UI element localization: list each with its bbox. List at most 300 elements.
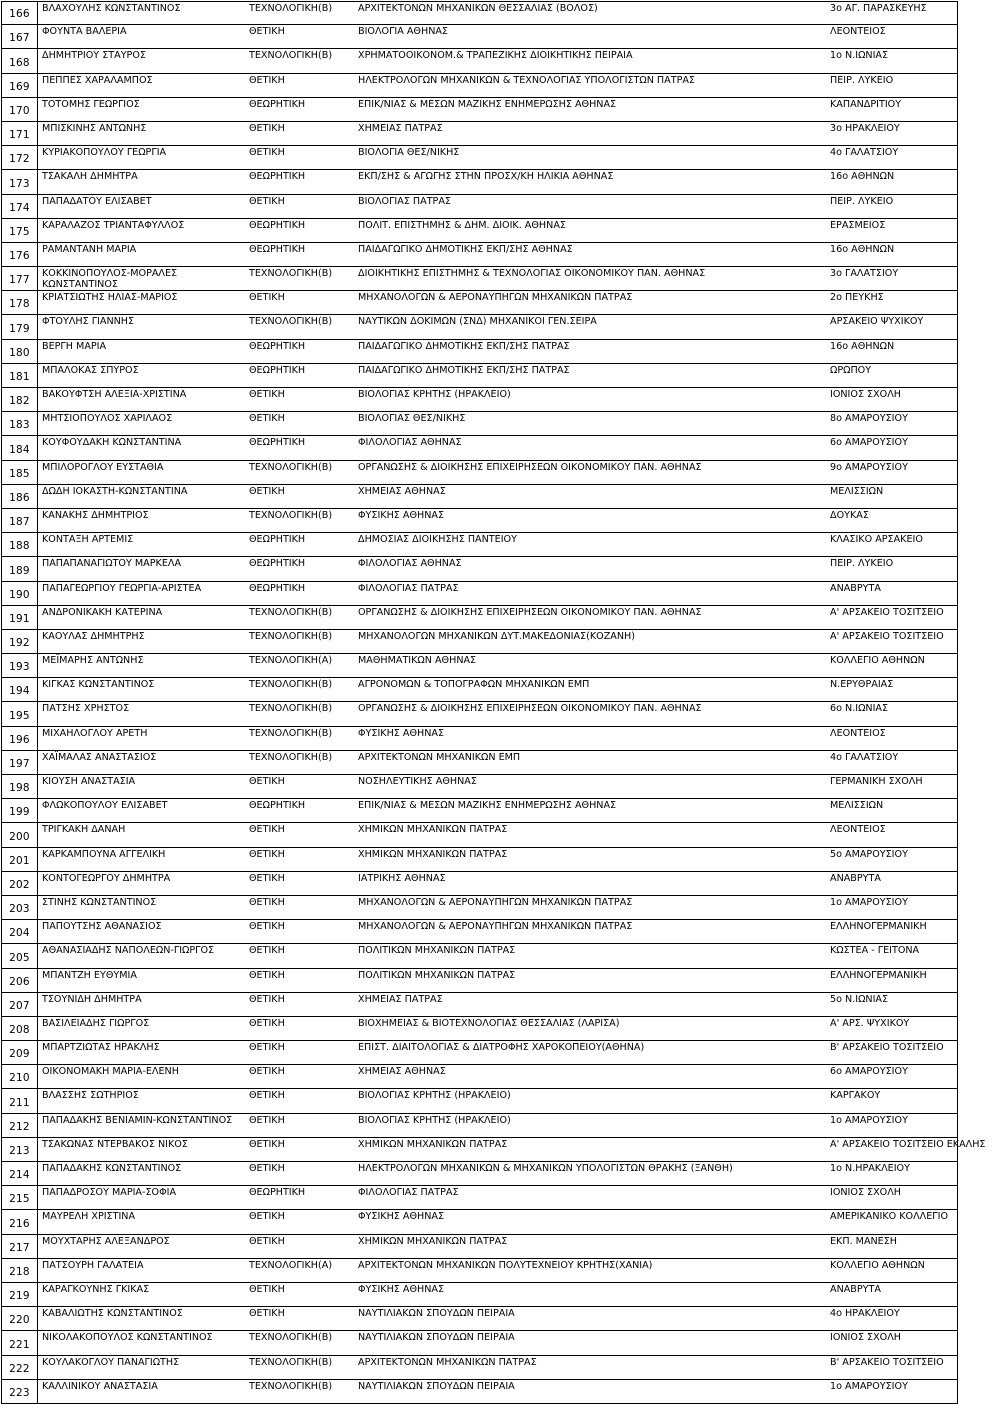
school-name: 6ο ΑΜΑΡΟΥΣΙΟΥ [830,437,908,449]
row-number: 211 [1,1089,38,1112]
student-name: ΜΙΧΑΗΛΟΓΛΟΥ ΑΡΕΤΗ [42,727,148,739]
row-number: 187 [1,509,38,532]
university-department: ΠΟΛΙΤΙΚΩΝ ΜΗΧΑΝΙΚΩΝ ΠΑΤΡΑΣ [358,945,516,957]
field-of-study: ΘΕΤΙΚΗ [249,969,285,981]
row-cells [38,1186,958,1209]
row-cells [38,98,958,121]
row-cells [38,606,958,629]
university-department: ΟΡΓΑΝΩΣΗΣ & ΔΙΟΙΚΗΣΗΣ ΕΠΙΧΕΙΡΗΣΕΩΝ ΟΙΚΟΝΟΜΙΚΟΥ ΠΑΝ. ΑΘΗΝΑΣ [358,703,702,715]
school-name: Ν.ΕΡΥΘΡΑΙΑΣ [830,679,894,691]
field-of-study: ΘΕΤΙΚΗ [249,389,285,400]
field-of-study: ΤΕΧΝΟΛΟΓΙΚΗ(Β) [249,1380,333,1392]
row-number: 189 [1,557,38,580]
table-row [1,944,958,968]
row-number: 170 [1,98,38,121]
university-department: ΗΛΕΚΤΡΟΛΟΓΩΝ ΜΗΧΑΝΙΚΩΝ & ΜΗΧΑΝΙΚΩΝ ΥΠΟΛΟΓΙΣΤΩΝ ΘΡΑΚΗΣ (ΞΑΝΘΗ) [358,1163,733,1174]
row-cells [38,243,958,266]
school-name: ΙΟΝΙΟΣ ΣΧΟΛΗ [830,1187,902,1199]
row-cells [38,1331,958,1354]
table-row [1,1210,958,1234]
school-name: 3ο ΑΓ. ΠΑΡΑΣΚΕΥΗΣ [830,3,927,14]
university-department: ΒΙΟΛΟΓΙΑΣ ΚΡΗΤΗΣ (ΗΡΑΚΛΕΙΟ) [358,1114,511,1126]
field-of-study: ΤΕΧΝΟΛΟΓΙΚΗ(Β) [249,751,333,763]
row-number: 190 [1,582,38,605]
table-row [1,1307,958,1331]
table-row [1,702,958,726]
table-row [1,751,958,775]
row-cells [38,461,958,484]
row-number: 171 [1,122,38,145]
student-name: ΝΙΚΟΛΑΚΟΠΟΥΛΟΣ ΚΩΝΣΤΑΝΤΙΝΟΣ [42,1332,213,1344]
student-name: ΜΠΑΡΤΖΙΩΤΑΣ ΗΡΑΚΛΗΣ [42,1042,160,1054]
school-name: ΩΡΩΠΟΥ [830,364,872,376]
row-cells [38,1356,958,1379]
student-name: ΜΠΙΣΚΙΝΗΣ ΑΝΤΩΝΗΣ [42,122,147,134]
table-row [1,267,958,291]
student-name: ΔΗΜΗΤΡΙΟΥ ΣΤΑΥΡΟΣ [42,50,146,62]
field-of-study: ΘΕΤΙΚΗ [249,292,285,304]
row-cells [38,436,958,459]
university-department: ΧΗΜΙΚΩΝ ΜΗΧΑΝΙΚΩΝ ΠΑΤΡΑΣ [358,824,508,836]
university-department: ΜΗΧΑΝΟΛΟΓΩΝ & ΑΕΡΟΝΑΥΠΗΓΩΝ ΜΗΧΑΝΙΚΩΝ ΠΑΤΡΑΣ [358,896,633,908]
table-row [1,315,958,339]
school-name: ΚΟΛΛΕΓΙΟ ΑΘΗΝΩΝ [830,1259,925,1271]
university-department: ΑΡΧΙΤΕΚΤΟΝΩΝ ΜΗΧΑΝΙΚΩΝ ΠΑΤΡΑΣ [358,1356,537,1368]
row-cells [38,219,958,242]
table-row [1,1065,958,1089]
field-of-study: ΘΕΤΙΚΗ [249,1138,285,1150]
row-number: 182 [1,388,38,411]
row-number: 185 [1,461,38,484]
row-number: 188 [1,533,38,556]
school-name: 16ο ΑΘΗΝΩΝ [830,171,895,183]
field-of-study: ΤΕΧΝΟΛΟΓΙΚΗ(Β) [249,703,333,715]
school-name: ΠΕΙΡ. ΛΥΚΕΙΟ [830,195,894,207]
row-cells [38,170,958,193]
row-number: 192 [1,630,38,653]
row-cells [38,630,958,653]
row-number: 210 [1,1065,38,1088]
university-department: ΜΑΘΗΜΑΤΙΚΩΝ ΑΘΗΝΑΣ [358,655,477,667]
table-row [1,799,958,823]
row-cells [38,1041,958,1064]
university-department: ΦΥΣΙΚΗΣ ΑΘΗΝΑΣ [358,509,445,521]
student-name: ΑΝΔΡΟΝΙΚΑΚΗ ΚΑΤΕΡΙΝΑ [42,606,163,618]
student-name: ΚΑΒΑΛΙΩΤΗΣ ΚΩΝΣΤΑΝΤΙΝΟΣ [42,1308,183,1320]
school-name: ΕΡΑΣΜΕΙΟΣ [830,219,886,231]
university-department: ΗΛΕΚΤΡΟΛΟΓΩΝ ΜΗΧΑΝΙΚΩΝ & ΤΕΧΝΟΛΟΓΙΑΣ ΥΠΟΛΟΓΙΣΤΩΝ ΠΑΤΡΑΣ [358,74,695,86]
school-name: 6ο Ν.ΙΩΝΙΑΣ [830,703,889,715]
university-department: ΕΠΙΣΤ. ΔΙΑΙΤΟΛΟΓΙΑΣ & ΔΙΑΤΡΟΦΗΣ ΧΑΡΟΚΟΠΕΙΟΥ(ΑΘΗΝΑ) [358,1042,645,1054]
student-name: ΤΣΟΥΝΙΔΗ ΔΗΜΗΤΡΑ [42,993,142,1005]
row-cells [38,1065,958,1088]
row-number: 207 [1,993,38,1016]
field-of-study: ΘΕΤΙΚΗ [249,1283,285,1295]
university-department: ΝΑΥΤΙΛΙΑΚΩΝ ΣΠΟΥΔΩΝ ΠΕΙΡΑΙΑ [358,1332,515,1344]
field-of-study: ΘΕΩΡΗΤΙΚΗ [249,219,306,231]
table-row [1,461,958,485]
table-row [1,436,958,460]
school-name: ΛΕΟΝΤΕΙΟΣ [830,727,886,739]
table-row [1,1138,986,1162]
school-name: 1ο ΑΜΑΡΟΥΣΙΟΥ [830,1114,908,1126]
table-row [1,74,958,98]
row-cells [38,775,958,798]
student-name: ΦΟΥΝΤΑ ΒΑΛΕΡΙΑ [42,26,127,38]
student-name: ΡΑΜΑΝΤΑΝΗ ΜΑΡΙΑ [42,243,137,255]
table-row [1,291,958,315]
row-number: 217 [1,1235,38,1258]
student-name: ΚΟΥΦΟΥΔΑΚΗ ΚΩΝΣΤΑΝΤΙΝΑ [42,437,182,449]
field-of-study: ΘΕΤΙΚΗ [249,824,285,836]
table-row [1,1089,958,1113]
row-number: 167 [1,25,38,48]
university-department: ΕΠΙΚ/ΝΙΑΣ & ΜΕΣΩΝ ΜΑΖΙΚΗΣ ΕΝΗΜΕΡΩΣΗΣ ΑΘΗΝΑΣ [358,800,617,812]
row-cells [38,1210,958,1233]
school-name: ΛΕΟΝΤΕΙΟΣ [830,26,886,38]
field-of-study: ΤΕΧΝΟΛΟΓΙΚΗ(Β) [249,461,333,473]
field-of-study: ΘΕΤΙΚΗ [249,1066,285,1078]
row-number: 178 [1,291,38,314]
school-name: ΚΟΛΛΕΓΙΟ ΑΘΗΝΩΝ [830,655,925,667]
row-number: 204 [1,920,38,943]
field-of-study: ΘΕΤΙΚΗ [249,993,285,1005]
table-row [1,969,958,993]
row-number: 218 [1,1259,38,1282]
row-cells [38,727,958,750]
row-number: 215 [1,1186,38,1209]
student-name: ΠΑΤΣΟΥΡΗ ΓΑΛΑΤΕΙΑ [42,1259,144,1271]
student-name: ΜΕΪΜΑΡΗΣ ΑΝΤΩΝΗΣ [42,655,144,667]
row-cells [38,1380,958,1403]
row-cells [38,848,958,871]
row-number: 177 [1,267,38,290]
university-department: ΑΡΧΙΤΕΚΤΟΝΩΝ ΜΗΧΑΝΙΚΩΝ ΘΕΣΣΑΛΙΑΣ (ΒΟΛΟΣ) [358,3,598,14]
student-name: ΠΑΠΑΓΕΩΡΓΙΟΥ ΓΕΩΡΓΙΑ-ΑΡΙΣΤΕΑ [42,582,202,594]
table-row [1,388,958,412]
table-row [1,993,958,1017]
row-number: 220 [1,1307,38,1330]
table-row [1,1356,958,1380]
field-of-study: ΘΕΤΙΚΗ [249,896,285,908]
row-cells [38,678,958,701]
student-name: ΣΤΙΝΗΣ ΚΩΝΣΤΑΝΤΙΝΟΣ [42,896,157,908]
row-cells [38,195,958,218]
student-name: ΤΣΑΚΑΛΗ ΔΗΜΗΤΡΑ [42,171,138,183]
field-of-study: ΘΕΩΡΗΤΙΚΗ [249,171,306,183]
student-name: ΚΟΥΛΑΚΟΓΛΟΥ ΠΑΝΑΓΙΩΤΗΣ [42,1356,180,1368]
student-name: ΚΑΡΑΛΑΖΟΣ ΤΡΙΑΝΤΑΦΥΛΛΟΣ [42,219,185,231]
row-number: 166 [1,2,38,24]
student-name: ΚΟΚΚΙΝΟΠΟΥΛΟΣ-ΜΟΡΑΛΕΣ ΚΩΝΣΤΑΝΤΙΝΟΣ [42,268,178,291]
school-name: ΑΡΣΑΚΕΙΟ ΨΥΧΙΚΟΥ [830,316,924,328]
row-cells [38,1089,958,1112]
field-of-study: ΘΕΤΙΚΗ [249,122,285,134]
row-cells [38,315,958,338]
university-department: ΝΑΥΤΙΚΩΝ ΔΟΚΙΜΩΝ (ΣΝΔ) ΜΗΧΑΝΙΚΟΙ ΓΕΝ.ΣΕΙΡΑ [358,316,597,328]
table-row [1,920,958,944]
school-name: ΑΝΑΒΡΥΤΑ [830,1283,881,1295]
university-department: ΠΟΛΙΤΙΚΩΝ ΜΗΧΑΝΙΚΩΝ ΠΑΤΡΑΣ [358,969,516,981]
field-of-study: ΘΕΤΙΚΗ [249,413,285,425]
table-row [1,1331,958,1355]
row-number: 200 [1,823,38,846]
school-name: Α' ΑΡΣΑΚΕΙΟ ΤΟΣΙΤΣΕΙΟ [830,606,944,618]
row-cells [38,388,958,411]
row-number: 221 [1,1331,38,1354]
table-row [1,557,958,581]
student-name: ΚΙΓΚΑΣ ΚΩΝΣΤΑΝΤΙΝΟΣ [42,679,155,691]
university-department: ΙΑΤΡΙΚΗΣ ΑΘΗΝΑΣ [358,872,446,884]
school-name: ΜΕΛΙΣΣΙΩΝ [830,800,884,812]
row-cells [38,993,958,1016]
school-name: 3ο ΗΡΑΚΛΕΙΟΥ [830,122,900,134]
university-department: ΒΙΟΛΟΓΙΑΣ ΚΡΗΤΗΣ (ΗΡΑΚΛΕΙΟ) [358,389,511,400]
school-name: 9ο ΑΜΑΡΟΥΣΙΟΥ [830,461,908,473]
school-name: ΚΛΑΣΙΚΟ ΑΡΣΑΚΕΙΟ [830,534,923,546]
student-name: ΒΑΣΙΛΕΙΑΔΗΣ ΓΙΩΡΓΟΣ [42,1017,150,1029]
university-department: ΑΡΧΙΤΕΚΤΟΝΩΝ ΜΗΧΑΝΙΚΩΝ ΠΟΛΥΤΕΧΝΕΙΟΥ ΚΡΗΤΗΣ(ΧΑΝΙΑ) [358,1259,653,1271]
field-of-study: ΘΕΤΙΚΗ [249,921,285,933]
student-name: ΜΟΥΧΤΑΡΗΣ ΑΛΕΞΑΝΔΡΟΣ [42,1235,170,1247]
row-number: 216 [1,1210,38,1233]
table-row [1,509,958,533]
university-department: ΧΗΜΙΚΩΝ ΜΗΧΑΝΙΚΩΝ ΠΑΤΡΑΣ [358,848,508,860]
university-department: ΕΚΠ/ΣΗΣ & ΑΓΩΓΗΣ ΣΤΗΝ ΠΡΟΣΧ/ΚΗ ΗΛΙΚΙΑ ΑΘΗΝΑΣ [358,171,614,183]
field-of-study: ΤΕΧΝΟΛΟΓΙΚΗ(Β) [249,3,333,14]
university-department: ΒΙΟΛΟΓΙΑ ΑΘΗΝΑΣ [358,26,448,38]
row-cells [38,146,958,169]
school-name: 8ο ΑΜΑΡΟΥΣΙΟΥ [830,413,908,425]
row-number: 184 [1,436,38,459]
school-name: 3ο ΓΑΛΑΤΣΙΟΥ [830,268,899,280]
student-name: ΚΑΛΛΙΝΙΚΟΥ ΑΝΑΣΤΑΣΙΑ [42,1380,158,1392]
row-number: 181 [1,364,38,387]
student-name: ΔΩΔΗ ΙΟΚΑΣΤΗ-ΚΩΝΣΤΑΝΤΙΝΑ [42,485,188,497]
school-name: Β' ΑΡΣΑΚΕΙΟ ΤΟΣΙΤΣΕΙΟ [830,1042,944,1054]
row-number: 219 [1,1283,38,1306]
student-name: ΤΟΤΟΜΗΣ ΓΕΩΡΓΙΟΣ [42,98,140,110]
row-cells [38,751,958,774]
university-department: ΧΗΜΕΙΑΣ ΑΘΗΝΑΣ [358,485,446,497]
school-name: ΑΜΕΡΙΚΑΝΙΚΟ ΚΟΛΛΕΓΙΟ [830,1211,949,1223]
table-row [1,1235,958,1259]
school-name: Α' ΑΡΣΑΚΕΙΟ ΤΟΣΙΤΣΕΙΟ [830,630,944,642]
school-name: ΔΟΥΚΑΣ [830,509,869,521]
school-name: 6ο ΑΜΑΡΟΥΣΙΟΥ [830,1066,908,1078]
row-number: 214 [1,1162,38,1185]
university-department: ΦΥΣΙΚΗΣ ΑΘΗΝΑΣ [358,1283,445,1295]
field-of-study: ΘΕΤΙΚΗ [249,1017,285,1029]
row-number: 172 [1,146,38,169]
row-cells [38,654,958,677]
student-name: ΠΑΠΑΔΑΚΗΣ ΒΕΝΙΑΜΙΝ-ΚΩΝΣΤΑΝΤΙΝΟΣ [42,1114,233,1126]
row-number: 222 [1,1356,38,1379]
table-row [1,195,958,219]
field-of-study: ΘΕΤΙΚΗ [249,1090,285,1102]
table-row [1,1,958,25]
student-name: ΑΘΑΝΑΣΙΑΔΗΣ ΝΑΠΟΛΕΩΝ-ΓΙΩΡΓΟΣ [42,945,215,957]
student-name: ΚΡΙΑΤΣΙΩΤΗΣ ΗΛΙΑΣ-ΜΑΡΙΟΣ [42,292,178,304]
school-name: ΑΝΑΒΡΥΤΑ [830,872,881,884]
table-row [1,896,958,920]
row-cells [38,823,958,846]
university-department: ΦΥΣΙΚΗΣ ΑΘΗΝΑΣ [358,1211,445,1223]
university-department: ΝΟΣΗΛΕΥΤΙΚΗΣ ΑΘΗΝΑΣ [358,776,477,787]
field-of-study: ΤΕΧΝΟΛΟΓΙΚΗ(Β) [249,679,333,691]
university-department: ΧΗΜΙΚΩΝ ΜΗΧΑΝΙΚΩΝ ΠΑΤΡΑΣ [358,1235,508,1247]
row-cells [38,267,958,290]
table-row [1,1114,958,1138]
field-of-study: ΘΕΤΙΚΗ [249,1211,285,1223]
table-row [1,630,958,654]
university-department: ΦΙΛΟΛΟΓΙΑΣ ΑΘΗΝΑΣ [358,437,462,449]
table-row [1,1162,958,1186]
row-cells [38,969,958,992]
table-row [1,1017,958,1041]
student-name: ΚΑΡΑΓΚΟΥΝΗΣ ΓΚΙΚΑΣ [42,1283,150,1295]
field-of-study: ΘΕΩΡΗΤΙΚΗ [249,364,306,376]
row-number: 195 [1,702,38,725]
university-department: ΒΙΟΧΗΜΕΙΑΣ & ΒΙΟΤΕΧΝΟΛΟΓΙΑΣ ΘΕΣΣΑΛΙΑΣ (ΛΑΡΙΣΑ) [358,1017,620,1029]
row-cells [38,1162,958,1185]
university-department: ΔΙΟΙΚΗΤΙΚΗΣ ΕΠΙΣΤΗΜΗΣ & ΤΕΧΝΟΛΟΓΙΑΣ ΟΙΚΟΝΟΜΙΚΟΥ ΠΑΝ. ΑΘΗΝΑΣ [358,268,706,280]
field-of-study: ΤΕΧΝΟΛΟΓΙΚΗ(Β) [249,1356,333,1368]
university-department: ΧΗΜΕΙΑΣ ΠΑΤΡΑΣ [358,993,443,1005]
row-cells [38,533,958,556]
row-number: 199 [1,799,38,822]
table-row [1,823,958,847]
field-of-study: ΤΕΧΝΟΛΟΓΙΚΗ(Β) [249,268,333,280]
student-name: ΜΠΑΝΤΖΗ ΕΥΘΥΜΙΑ [42,969,137,981]
school-name: ΚΑΠΑΝΔΡΙΤΙΟΥ [830,98,902,110]
student-name: ΜΠΑΛΟΚΑΣ ΣΠΥΡΟΣ [42,364,139,376]
student-name: ΤΣΑΚΩΝΑΣ ΝΤΕΡΒΑΚΟΣ ΝΙΚΟΣ [42,1138,188,1150]
row-number: 183 [1,412,38,435]
field-of-study: ΘΕΤΙΚΗ [249,485,285,497]
student-name: ΦΛΩΚΟΠΟΥΛΟΥ ΕΛΙΣΑΒΕΤ [42,800,168,812]
row-number: 197 [1,751,38,774]
field-of-study: ΤΕΧΝΟΛΟΓΙΚΗ(Β) [249,606,333,618]
school-name: 4ο ΗΡΑΚΛΕΙΟΥ [830,1308,900,1320]
school-name: ΚΑΡΓΑΚΟΥ [830,1090,881,1102]
school-name: 4ο ΓΑΛΑΤΣΙΟΥ [830,751,899,763]
field-of-study: ΘΕΤΙΚΗ [249,1114,285,1126]
student-name: ΚΟΝΤΑΞΗ ΑΡΤΕΜΙΣ [42,534,134,546]
row-number: 206 [1,969,38,992]
university-department: ΕΠΙΚ/ΝΙΑΣ & ΜΕΣΩΝ ΜΑΖΙΚΗΣ ΕΝΗΜΕΡΩΣΗΣ ΑΘΗΝΑΣ [358,98,617,110]
row-cells [38,944,958,967]
table-row [1,654,958,678]
school-name: ΓΕΡΜΑΝΙΚΗ ΣΧΟΛΗ [830,776,923,787]
row-cells [38,920,958,943]
row-cells [38,1259,958,1282]
school-name: ΙΟΝΙΟΣ ΣΧΟΛΗ [830,389,902,400]
row-number: 173 [1,170,38,193]
field-of-study: ΘΕΤΙΚΗ [249,74,285,86]
table-row [1,49,958,73]
field-of-study: ΘΕΤΙΚΗ [249,1163,285,1174]
university-department: ΠΟΛΙΤ. ΕΠΙΣΤΗΜΗΣ & ΔΗΜ. ΔΙΟΙΚ. ΑΘΗΝΑΣ [358,219,566,231]
table-row [1,872,958,896]
student-name: ΠΑΠΑΔΑΚΗΣ ΚΩΝΣΤΑΝΤΙΝΟΣ [42,1163,182,1174]
row-cells [38,1017,958,1040]
row-number: 175 [1,219,38,242]
student-name: ΒΛΑΧΟΥΛΗΣ ΚΩΝΣΤΑΝΤΙΝΟΣ [42,3,181,14]
row-number: 194 [1,678,38,701]
student-name: ΜΗΤΣΙΟΠΟΥΛΟΣ ΧΑΡΙΛΑΟΣ [42,413,173,425]
table-row [1,1380,958,1404]
university-department: ΒΙΟΛΟΓΙΑΣ ΘΕΣ/ΝΙΚΗΣ [358,413,466,425]
student-name: ΠΕΠΠΕΣ ΧΑΡΑΛΑΜΠΟΣ [42,74,153,86]
row-number: 196 [1,727,38,750]
school-name: 1ο Ν.ΗΡΑΚΛΕΙΟΥ [830,1163,910,1174]
university-department: ΦΥΣΙΚΗΣ ΑΘΗΝΑΣ [358,727,445,739]
field-of-study: ΤΕΧΝΟΛΟΓΙΚΗ(Β) [249,727,333,739]
table-row [1,582,958,606]
school-name: ΕΛΛΗΝΟΓΕΡΜΑΝΙΚΗ [830,921,927,933]
row-number: 180 [1,340,38,363]
student-name: ΠΑΠΑΔΡΟΣΟΥ ΜΑΡΙΑ-ΣΟΦΙΑ [42,1187,177,1199]
table-row [1,533,958,557]
field-of-study: ΤΕΧΝΟΛΟΓΙΚΗ(Β) [249,1332,333,1344]
field-of-study: ΤΕΧΝΟΛΟΓΙΚΗ(Β) [249,50,333,62]
field-of-study: ΤΕΧΝΟΛΟΓΙΚΗ(Α) [249,655,333,667]
row-number: 202 [1,872,38,895]
field-of-study: ΤΕΧΝΟΛΟΓΙΚΗ(Β) [249,509,333,521]
student-name: ΜΑΥΡΕΛΗ ΧΡΙΣΤΙΝΑ [42,1211,136,1223]
school-name: 16ο ΑΘΗΝΩΝ [830,243,895,255]
university-department: ΧΗΜΕΙΑΣ ΑΘΗΝΑΣ [358,1066,446,1078]
student-name: ΚΑΝΑΚΗΣ ΔΗΜΗΤΡΙΟΣ [42,509,149,521]
row-cells [38,291,958,314]
row-number: 198 [1,775,38,798]
school-name: 1ο ΑΜΑΡΟΥΣΙΟΥ [830,1380,908,1392]
university-department: ΟΡΓΑΝΩΣΗΣ & ΔΙΟΙΚΗΣΗΣ ΕΠΙΧΕΙΡΗΣΕΩΝ ΟΙΚΟΝΟΜΙΚΟΥ ΠΑΝ. ΑΘΗΝΑΣ [358,461,702,473]
table-row [1,848,958,872]
row-cells [38,1283,958,1306]
row-cells [38,74,958,97]
field-of-study: ΘΕΤΙΚΗ [249,195,285,207]
field-of-study: ΘΕΤΙΚΗ [249,147,285,159]
student-name: ΒΛΑΣΣΗΣ ΣΩΤΗΡΙΟΣ [42,1090,139,1102]
row-cells [38,872,958,895]
university-department: ΒΙΟΛΟΓΙΑΣ ΠΑΤΡΑΣ [358,195,451,207]
table-row [1,727,958,751]
table-row [1,775,958,799]
university-department: ΝΑΥΤΙΛΙΑΚΩΝ ΣΠΟΥΔΩΝ ΠΕΙΡΑΙΑ [358,1308,515,1320]
table-row [1,412,958,436]
field-of-study: ΘΕΩΡΗΤΙΚΗ [249,1187,306,1199]
row-number: 203 [1,896,38,919]
field-of-study: ΘΕΩΡΗΤΙΚΗ [249,800,306,812]
table-row [1,606,958,630]
school-name: 4ο ΓΑΛΑΤΣΙΟΥ [830,147,899,159]
student-name: ΦΤΟΥΛΗΣ ΓΙΑΝΝΗΣ [42,316,135,328]
row-cells [38,557,958,580]
student-name: ΚΥΡΙΑΚΟΠΟΥΛΟΥ ΓΕΩΡΓΙΑ [42,147,167,159]
row-number: 193 [1,654,38,677]
row-cells [38,364,958,387]
school-name: ΠΕΙΡ. ΛΥΚΕΙΟ [830,74,894,86]
row-cells [38,1114,958,1137]
university-department: ΜΗΧΑΝΟΛΟΓΩΝ ΜΗΧΑΝΙΚΩΝ ΔΥΤ.ΜΑΚΕΔΟΝΙΑΣ(ΚΟΖΑΝΗ) [358,630,635,642]
field-of-study: ΤΕΧΝΟΛΟΓΙΚΗ(Α) [249,1259,333,1271]
student-name: ΚΑΡΚΑΜΠΟΥΝΑ ΑΓΓΕΛΙΚΗ [42,848,166,860]
university-department: ΔΗΜΟΣΙΑΣ ΔΙΟΙΚΗΣΗΣ ΠΑΝΤΕΙΟΥ [358,534,517,546]
university-department: ΦΙΛΟΛΟΓΙΑΣ ΠΑΤΡΑΣ [358,582,459,594]
student-name: ΒΑΚΟΥΦΤΣΗ ΑΛΕΞΙΑ-ΧΡΙΣΤΙΝΑ [42,389,187,400]
